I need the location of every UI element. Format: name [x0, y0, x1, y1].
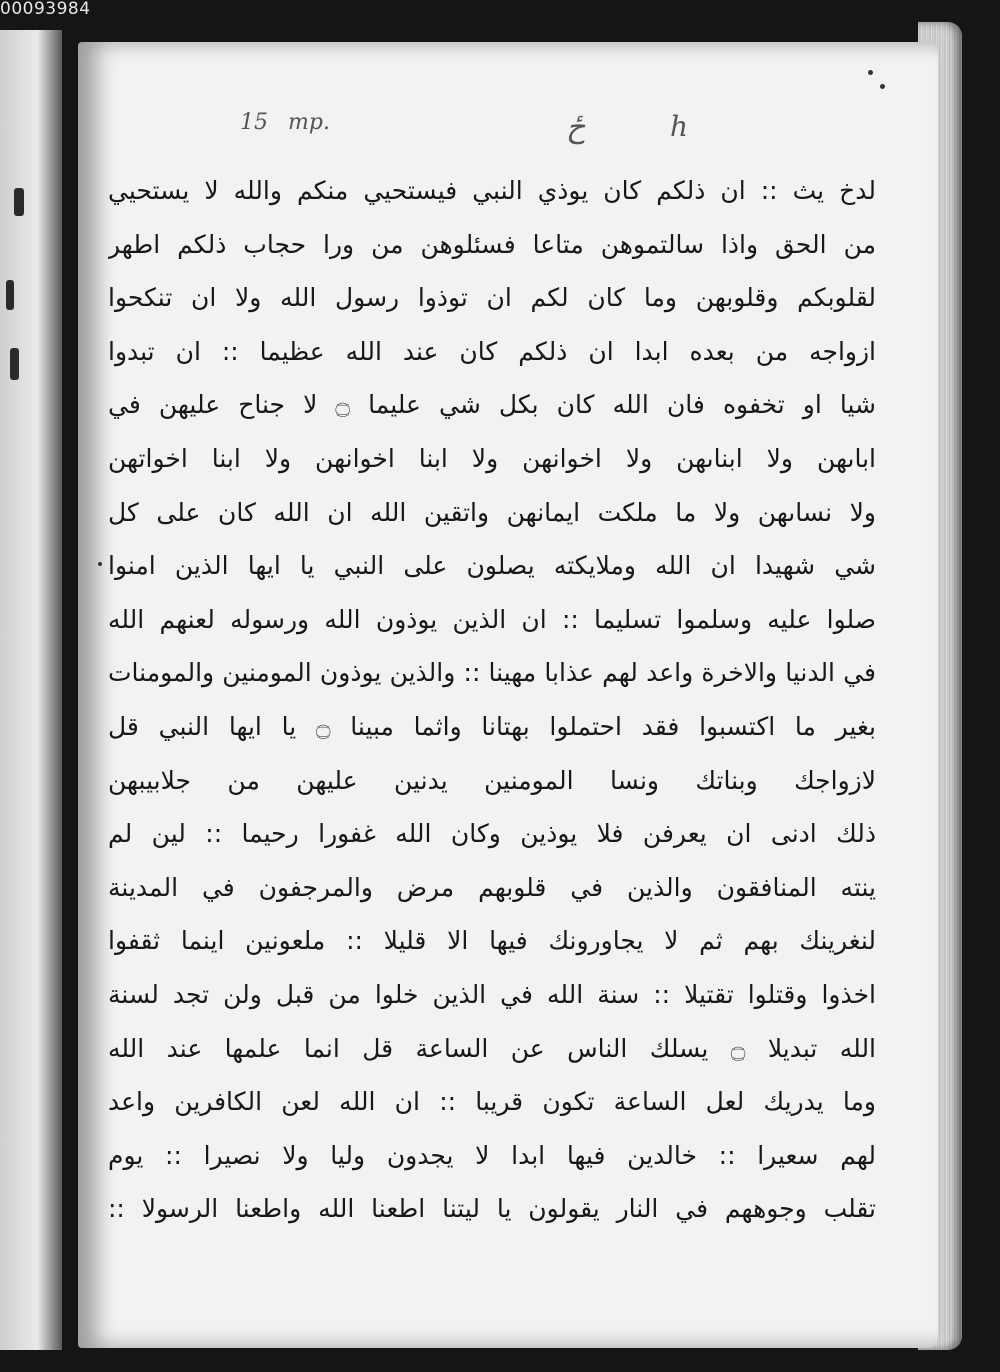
- text-line: لهم سعيرا :: خالدين فيها ابدا لا يجدون وليا ولا نصيرا :: يوم: [108, 1140, 876, 1170]
- manuscript-page: [78, 42, 938, 1348]
- catalog-number: 00093984: [0, 0, 91, 19]
- text-line: في الدنيا والاخرة واعد لهم عذابا مهينا :: والذين يوذون المومنين والمومنات: [108, 658, 876, 688]
- text-line: لدخ يث :: ان ذلكم كان يوذي النبي فيستحيي منكم والله لا يستحيي: [108, 176, 876, 205]
- text-line: ولا نساىهن ولا ما ملكت ايمانهن واتقين الله ان الله كان على كل: [108, 497, 876, 527]
- text-line: ينته المنافقون والذين في قلوبهم مرض والمرجفون في المدينة: [108, 872, 876, 902]
- text-line: لنغرينك بهم ثم لا يجاورونك فيها الا قليلا :: ملعونين اينما ثقفوا: [108, 926, 876, 956]
- text-line: لازواجك وبناتك ونسا المومنين يدنين عليهن من جلابيبهن: [108, 765, 876, 795]
- text-line: وما يدريك لعل الساعة تكون قريبا :: ان الله لعن الكافرين واعد: [108, 1087, 876, 1117]
- text-line: ازواجه من بعده ابدا ان ذلكم كان عند الله عظيما :: ان تبدوا: [108, 336, 876, 366]
- text-line: ذلك ادنى ان يعرفن فلا يوذين وكان الله غفورا رحيما :: لين لم: [108, 819, 876, 849]
- text-line: شي شهيدا ان الله وملايكته يصلون على النبي يا ايها الذين امنوا: [108, 551, 876, 581]
- folio-annotation: mp.: [288, 110, 330, 135]
- folio-arabic-letter: ځ: [566, 110, 586, 145]
- folio-letter: h: [670, 110, 689, 143]
- text-line: اخذوا وقتلوا تقتيلا :: سنة الله في الذين خلوا من قبل ولن تجد لسنة: [108, 979, 876, 1009]
- text-line: صلوا عليه وسلموا تسليما :: ان الذين يوذون الله ورسوله لعنهم الله: [108, 604, 876, 634]
- text-line: تقلب وجوههم في النار يقولون يا ليتنا اطعنا الله واطعنا الرسولا ::: [108, 1194, 876, 1224]
- text-line: لقلوبكم وقلوبهن وما كان لكم ان توذوا رسول الله ولا ان تنكحوا: [108, 283, 876, 313]
- text-line: من الحق واذا سالتموهن متاعا فسئلوهن من ورا حجاب ذلكم اطهر: [108, 229, 876, 259]
- folio-number: 15: [240, 110, 268, 135]
- text-line: بغير ما اكتسبوا فقد احتملوا بهتانا واثما مبينا ۝ يا ايها النبي قل: [108, 711, 876, 741]
- text-line: اباىهن ولا ابناىهن ولا اخوانهن ولا ابنا اخوانهن ولا ابنا اخواتهن: [108, 443, 876, 473]
- left-facing-page-edge: [0, 30, 62, 1350]
- text-line: الله تبديلا ۝ يسلك الناس عن الساعة قل انما علمها عند الله: [108, 1033, 876, 1063]
- manuscript-text-block: [108, 164, 876, 1236]
- text-line: شيا او تخفوه فان الله كان بكل شي عليما ۝ لا جناح عليهن في: [108, 390, 876, 420]
